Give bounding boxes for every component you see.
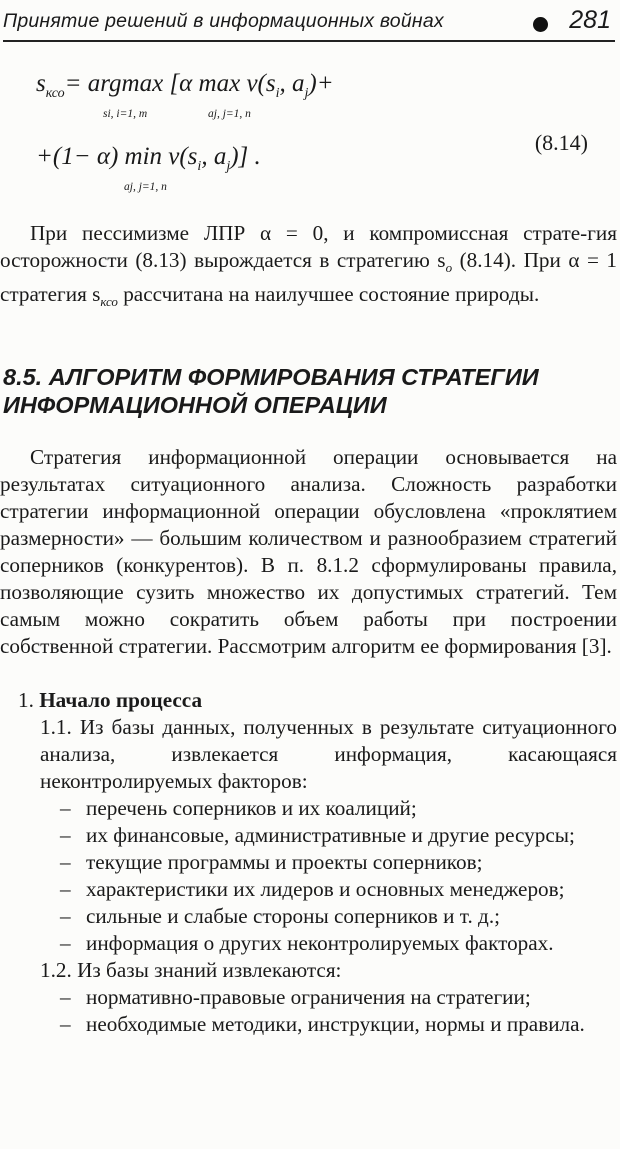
paragraph1-part-c: рассчитана на наилучшее состояние природы. xyxy=(117,282,540,307)
list-item-text: текущие программы и проекты соперников; xyxy=(86,850,483,874)
formula-line-2 xyxy=(36,143,261,175)
formula-line2-text: +(1− α) min v(s xyxy=(36,143,198,170)
formula-under-var: a xyxy=(124,181,130,193)
paragraph-text xyxy=(0,220,617,315)
list-item xyxy=(0,795,617,822)
formula-sub: j xyxy=(304,86,309,101)
list-item-text: сильные и слабые стороны соперников и т. д.; xyxy=(86,904,501,928)
formula-line1-mid: , a xyxy=(279,70,305,97)
list-item-1-2: 1.2. Из базы знаний извлекаются: xyxy=(40,958,342,982)
formula-under-rest: i, i=1, m xyxy=(107,108,148,120)
formula-line1-end: )+ xyxy=(308,70,334,97)
formula-under-1 xyxy=(103,108,147,120)
list-item-title: Начало процесса xyxy=(39,688,203,712)
list-item-number: 1. xyxy=(18,688,34,712)
formula-line-1 xyxy=(36,70,334,102)
list-item-text: характеристики их лидеров и основных менеджеров; xyxy=(86,877,565,901)
dash-marker: – xyxy=(60,904,71,928)
dash-marker: – xyxy=(60,1012,71,1036)
paragraph1-part-b: (8.14). При α = 1 стратегия s xyxy=(0,248,617,307)
list-item xyxy=(0,903,617,930)
formula-line2-mid: , a xyxy=(201,143,227,170)
dash-marker: – xyxy=(60,985,71,1009)
equation-number: (8.14) xyxy=(534,130,588,155)
paragraph1-sub-a: о xyxy=(445,260,453,276)
list-item xyxy=(0,849,617,876)
formula-under-3 xyxy=(124,181,167,193)
list-item xyxy=(0,876,617,903)
paragraph-text: Стратегия информационной операции основывается на результатах ситуационного анализа. Сложность разработки стратегии информационной операции обусловлена «проклятием размерности» — большим количеством и разнообразием стратегий соперников (конкурентов). В п. 8.1.2 сформулированы правила, позволяющие сузить множество их допустимых стратегий. Тем самым можно сократить объем работы при построении собственной стратегии. Рассмотрим алгоритм ее формирования [3]. xyxy=(0,445,617,658)
formula-lhs: s xyxy=(36,70,46,97)
list-item xyxy=(0,1011,617,1038)
list-item-text: информация о других неконтролируемых факторах. xyxy=(86,931,554,955)
algorithm-list xyxy=(0,687,617,1038)
formula-line1-text: = argmax [α max v(s xyxy=(64,70,276,97)
paragraph1-part-a: При пессимизме ЛПР α = 0, и компромиссная страте-гия осторожности (8.13) вырождается в стратегию s xyxy=(0,221,617,272)
dash-list-1 xyxy=(0,795,617,957)
list-item-text: их финансовые, административные и другие ресурсы; xyxy=(86,823,575,847)
formula-lhs-sub: ксо xyxy=(45,86,65,101)
formula-line2-end: )] . xyxy=(230,143,261,170)
page-number: 281 xyxy=(569,6,611,34)
list-item xyxy=(0,930,617,957)
dash-marker: – xyxy=(60,931,71,955)
list-item-text: необходимые методики, инструкции, нормы и правила. xyxy=(86,1012,585,1036)
formula-sub: j xyxy=(226,159,231,174)
list-item-1-1: 1.1. Из базы данных, полученных в результате ситуационного анализа, извлекается информация, касающаяся неконтролируемых факторов: xyxy=(40,715,617,793)
running-header xyxy=(3,6,615,42)
dash-marker: – xyxy=(60,823,71,847)
bullet-icon xyxy=(533,17,548,32)
formula-under-2 xyxy=(208,108,251,120)
formula-sub: i xyxy=(197,159,202,174)
list-item-1 xyxy=(0,687,617,714)
dash-list-2 xyxy=(0,984,617,1038)
formula-under-var: a xyxy=(208,108,214,120)
formula-under-rest: j, j=1, n xyxy=(129,181,167,193)
list-item-text: перечень соперников и их коалиций; xyxy=(86,796,417,820)
list-item xyxy=(0,984,617,1011)
formula-sub: i xyxy=(275,86,280,101)
dash-marker: – xyxy=(60,796,71,820)
running-title: Принятие решений в информационных войнах xyxy=(3,10,444,32)
list-item-text: нормативно-правовые ограничения на стратегии; xyxy=(86,985,531,1009)
section-heading: 8.5. АЛГОРИТМ ФОРМИРОВАНИЯ СТРАТЕГИИ ИНФОРМАЦИОННОЙ ОПЕРАЦИИ xyxy=(3,364,539,418)
dash-marker: – xyxy=(60,877,71,901)
dash-marker: – xyxy=(60,850,71,874)
paragraph-pessimism xyxy=(0,220,617,315)
formula-under-var: s xyxy=(103,108,108,120)
formula-under-rest: j, j=1, n xyxy=(213,108,251,120)
paragraph1-sub-b: ксо xyxy=(100,294,118,310)
paragraph-strategy xyxy=(0,444,617,660)
list-item xyxy=(0,822,617,849)
